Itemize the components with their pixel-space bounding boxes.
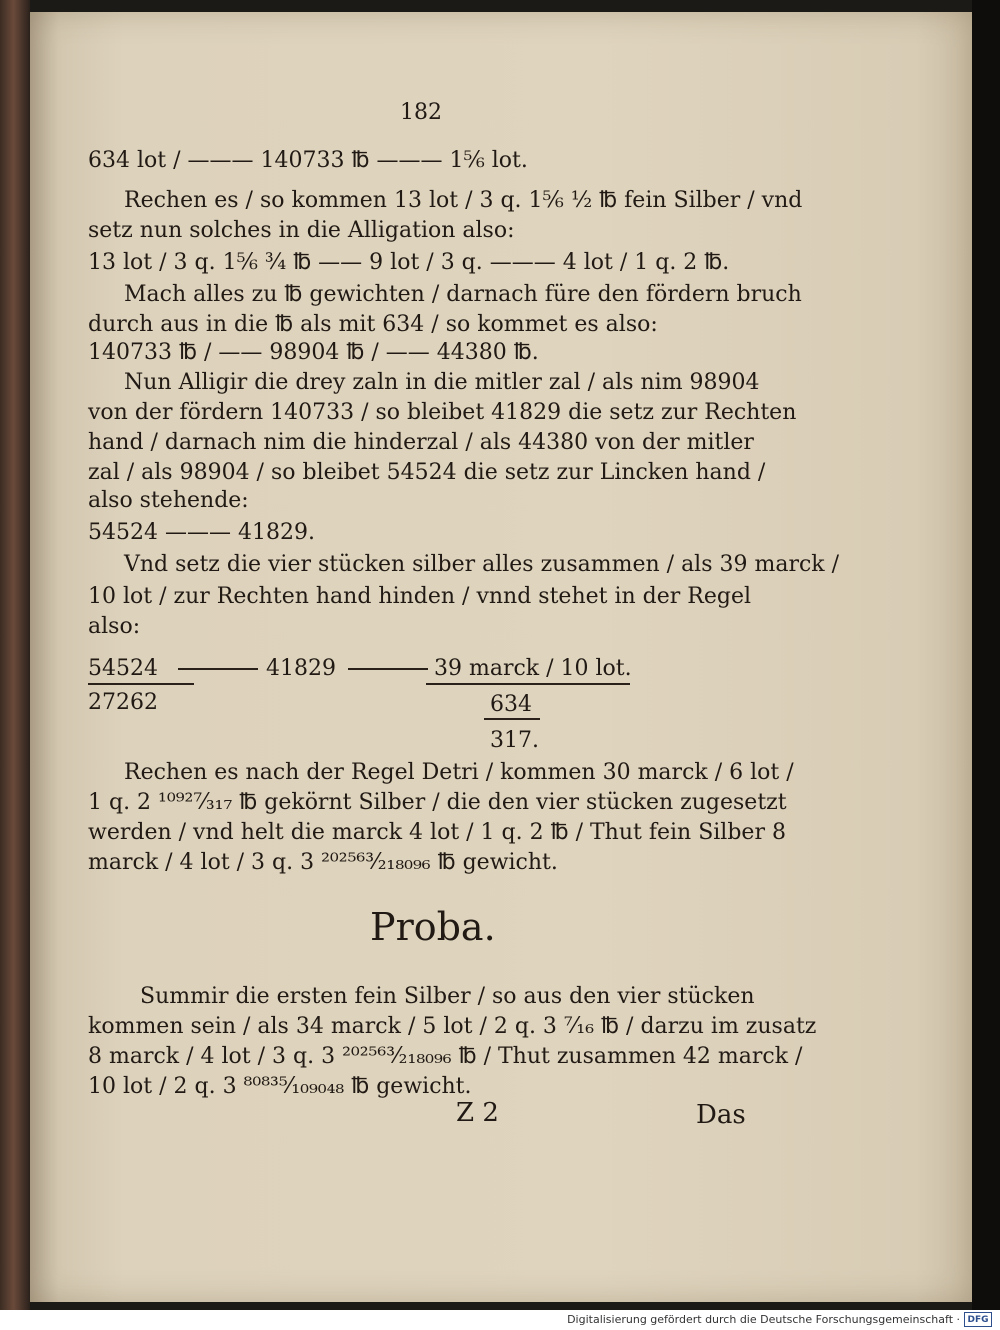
proportion-left: 54524 xyxy=(88,656,158,681)
book-spine xyxy=(0,0,30,1310)
reduced-value: 27262 xyxy=(88,690,158,715)
text-line: also: xyxy=(88,614,141,639)
text-line: zal / als 98904 / so bleibet 54524 die setz zur Lincken hand / xyxy=(88,460,766,485)
text-line: hand / darnach nim die hinderzal / als 44380 von der mitler xyxy=(88,430,754,455)
text-line: Mach alles zu ℔ gewichten / darnach füre den fördern bruch xyxy=(124,282,802,307)
text-line: 10 lot / zur Rechten hand hinden / vnnd stehet in der Regel xyxy=(88,584,751,609)
text-line: werden / vnd helt die marck 4 lot / 1 q. 2 ℔ / Thut fein Silber 8 xyxy=(88,820,786,845)
text-line: marck / 4 lot / 3 q. 3 ²⁰²⁵⁶³⁄₂₁₈₀₉₆ ℔ gewicht. xyxy=(88,850,558,875)
text-line: Rechen es nach der Regel Detri / kommen 30 marck / 6 lot / xyxy=(124,760,794,785)
text-line: 8 marck / 4 lot / 3 q. 3 ²⁰²⁵⁶³⁄₂₁₈₀₉₆ ℔ / Thut zusammen 42 marck / xyxy=(88,1044,803,1069)
catchword: Das xyxy=(696,1100,746,1130)
underline-rule xyxy=(88,683,194,685)
text-line: setz nun solches in die Alligation also: xyxy=(88,218,515,243)
proportion-dash xyxy=(178,668,258,670)
text-line: durch aus in die ℔ als mit 634 / so kommet es also: xyxy=(88,312,658,337)
text-line: 13 lot / 3 q. 1⅚ ¾ ℔ —— 9 lot / 3 q. ——— 4 lot / 1 q. 2 ℔. xyxy=(88,250,730,275)
signature-mark: Z 2 xyxy=(456,1098,499,1128)
text-line: kommen sein / als 34 marck / 5 lot / 2 q. 3 ⁷⁄₁₆ ℔ / darzu im zusatz xyxy=(88,1014,817,1039)
proportion-middle: 41829 xyxy=(266,656,336,681)
text-line: Summir die ersten fein Silber / so aus den vier stücken xyxy=(140,984,755,1009)
text-line: Nun Alligir die drey zaln in die mitler zal / als nim 98904 xyxy=(124,370,760,395)
underline-rule xyxy=(426,683,630,685)
divisor-rule xyxy=(484,718,540,720)
text-line: Rechen es / so kommen 13 lot / 3 q. 1⅚ ½ ℔ fein Silber / vnd xyxy=(124,188,803,213)
divisor-value: 634 xyxy=(490,692,532,717)
section-heading: Proba. xyxy=(370,905,496,949)
text-line: 140733 ℔ / —— 98904 ℔ / —— 44380 ℔. xyxy=(88,340,539,365)
proportion-right: 39 marck / 10 lot. xyxy=(434,656,632,681)
quotient-value: 317. xyxy=(490,728,539,753)
text-line: von der fördern 140733 / so bleibet 41829 die setz zur Rechten xyxy=(88,400,797,425)
text-line: 634 lot / ——— 140733 ℔ ——— 1⅚ lot. xyxy=(88,148,528,173)
proportion-dash xyxy=(348,668,428,670)
text-line: Vnd setz die vier stücken silber alles zusammen / als 39 marck / xyxy=(124,552,840,577)
page-number: 182 xyxy=(400,100,442,125)
text-line: also stehende: xyxy=(88,488,249,513)
text-line: 10 lot / 2 q. 3 ⁸⁰⁸³⁵⁄₁₀₉₀₄₈ ℔ gewicht. xyxy=(88,1074,472,1099)
scan-edge xyxy=(972,0,1000,1310)
dfg-logo-icon: DFG xyxy=(964,1312,992,1327)
text-line: 1 q. 2 ¹⁰⁹²⁷⁄₃₁₇ ℔ gekörnt Silber / die den vier stücken zugesetzt xyxy=(88,790,787,815)
funding-credit: Digitalisierung gefördert durch die Deutsche Forschungsgemeinschaft · xyxy=(567,1313,960,1326)
footer-bar xyxy=(0,1310,1000,1330)
text-line: 54524 ——— 41829. xyxy=(88,520,315,545)
